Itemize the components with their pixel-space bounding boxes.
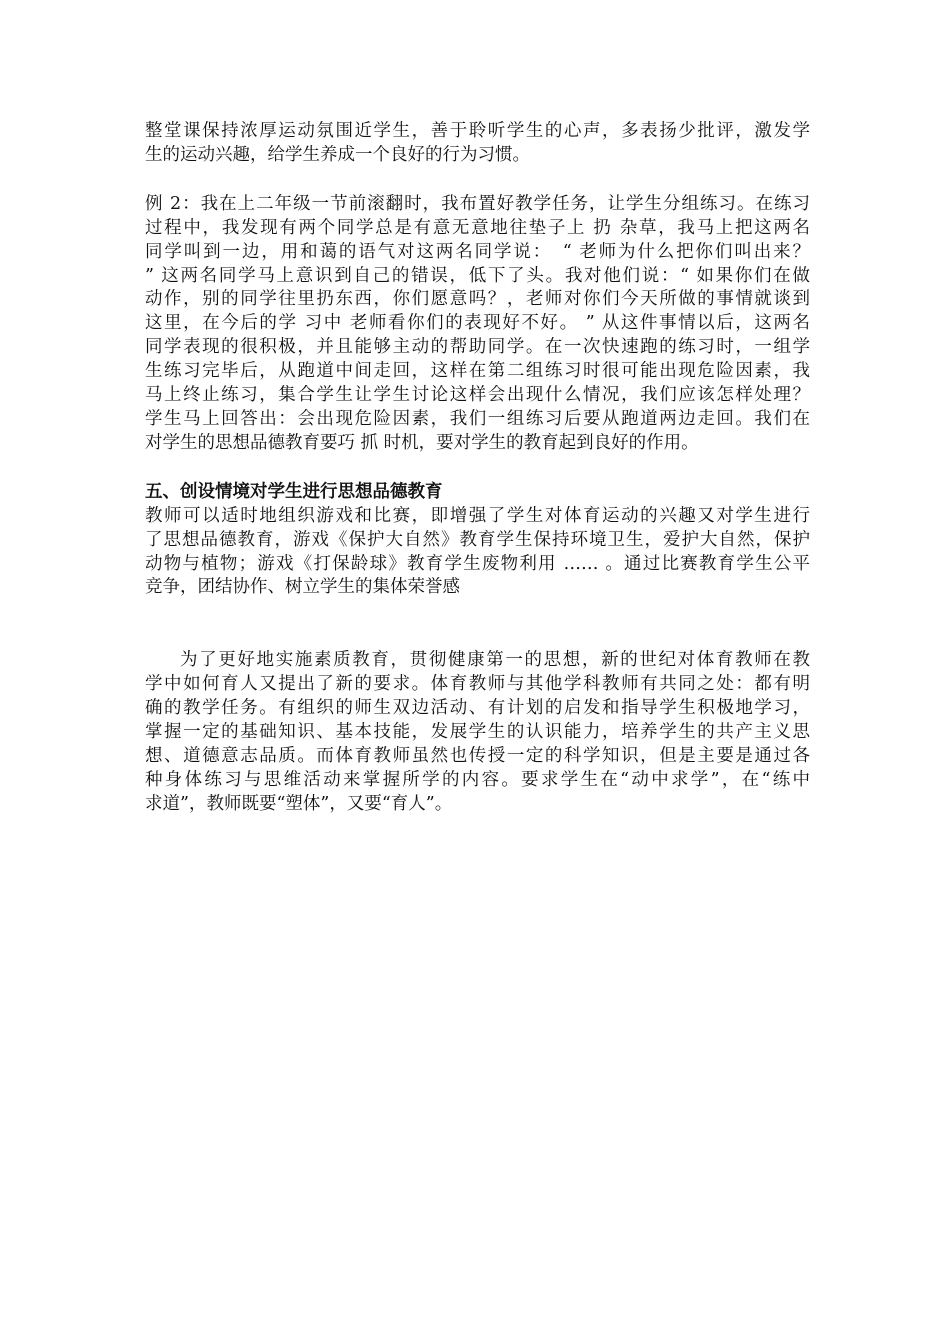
text-line: 想、道德意志品质。而体育教师虽然也传授一定的科学知识，但是主要是通过各 — [145, 745, 810, 766]
text-line: 为了更好地实施素质教育，贯彻健康第一的思想，新的世纪对体育教师在教 — [180, 650, 810, 671]
text-line: 这里，在今后的学 习中 老师看你们的表现好不好。 ” 从这件事情以后，这两名 — [145, 313, 810, 334]
text-line: 学生马上回答出：会出现危险因素，我们一组练习后要从跑道两边走回。我们在 — [145, 408, 810, 429]
text-line: 教师可以适时地组织游戏和比赛，即增强了学生对体育运动的兴趣又对学生进行 — [145, 505, 810, 526]
text-line: 对学生的思想品德教育要巧 抓 时机，要对学生的教育起到良好的作用。 — [145, 432, 699, 453]
text-line: 了思想品德教育，游戏《保护大自然》教育学生保持环境卫生，爱护大自然，保护 — [145, 529, 810, 550]
text-line: 动作，别的同学往里扔东西，你们愿意吗？，老师对你们今天所做的事情就谈到 — [145, 289, 810, 310]
text-line: 种身体练习与思维活动来掌握所学的内容。要求学生在“动中求学”，在“练中 — [145, 769, 810, 790]
paragraph-example-2 — [145, 193, 810, 456]
text-line: 掌握一定的基础知识、基本技能，发展学生的认识能力，培养学生的共产主义思 — [145, 722, 810, 743]
text-line: 确的教学任务。有组织的师生双边活动、有计划的启发和指导学生积极地学习， — [145, 698, 810, 719]
paragraph-spacer — [145, 168, 810, 193]
text-line: 求道”，教师既要“塑体”，又要“育人”。 — [145, 793, 453, 814]
text-line: ” 这两名同学马上意识到自己的错误，低下了头。我对他们说：“ 如果你们在做 — [145, 265, 810, 286]
paragraph-classroom-atmosphere — [145, 120, 810, 168]
text-line: 马上终止练习，集合学生让学生讨论这样会出现什么情况，我们应该怎样处理？ — [145, 385, 810, 406]
text-line: 竞争，团结协作、树立学生的集体荣誉感 — [145, 577, 460, 598]
text-line: 学中如何育人又提出了新的要求。体育教师与其他学科教师有共同之处：都有明 — [145, 674, 810, 695]
text-line: 生的运动兴趣，给学生养成一个良好的行为习惯。 — [145, 144, 530, 165]
section-heading: 五、创设情境对学生进行思想品德教育 — [145, 481, 443, 502]
text-line: 同学叫到一边，用和蔼的语气对这两名同学说： “ 老师为什么把你们叫出来？ — [145, 241, 810, 262]
document-body — [145, 120, 810, 817]
text-line: 动物与植物；游戏《打保龄球》教育学生废物利用 …… 。通过比赛教育学生公平 — [145, 553, 810, 574]
text-line: 同学表现的很积极，并且能够主动的帮助同学。在一次快速跑的练习时，一组学 — [145, 337, 810, 358]
text-line: 过程中，我发现有两个同学总是有意无意地往垫子上 扔 杂草，我马上把这两名 — [145, 217, 810, 238]
text-line: 例 2：我在上二年级一节前滚翻时，我布置好教学任务，让学生分组练习。在练习 — [145, 193, 810, 214]
paragraph-spacer — [145, 456, 810, 481]
text-line: 生练习完毕后，从跑道中间走回，这样在第二组练习时很可能出现危险因素，我 — [145, 361, 810, 382]
text-line: 整堂课保持浓厚运动氛围近学生，善于聆听学生的心声，多表扬少批评，激发学 — [145, 121, 810, 141]
paragraph-spacer — [145, 600, 810, 649]
paragraph-quality-education — [145, 649, 810, 816]
paragraph-games-and-competitions — [145, 505, 810, 601]
